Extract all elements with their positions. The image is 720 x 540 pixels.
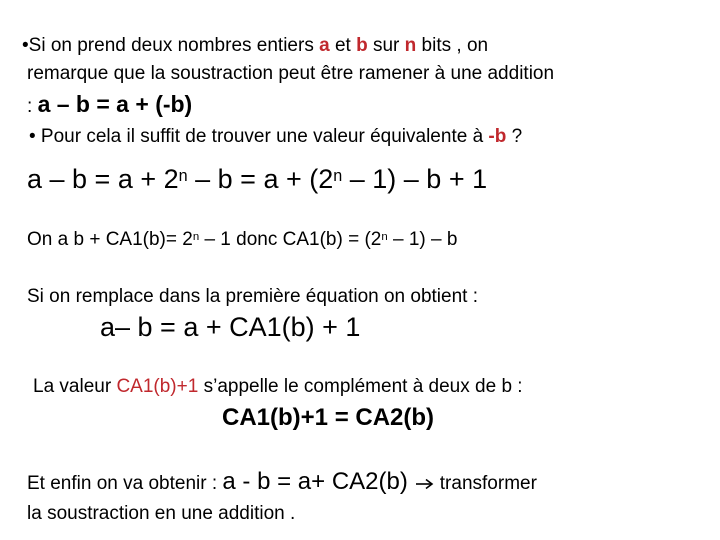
paragraph-4: La valeur CA1(b)+1 s’appelle le complément à deux de b : bbox=[33, 376, 523, 397]
formula-ca2: a - b = a+ CA2(b) bbox=[222, 468, 415, 495]
equation-4: CA1(b)+1 = CA2(b) bbox=[222, 404, 435, 431]
paragraph-2: • Pour cela il suffit de trouver une valeur équivalente à -b ? bbox=[29, 126, 523, 147]
equation-2: On a $b + CA1(b)= 2^n - 1$ donc $CA1(b) = (2^n - 1) - b$ bbox=[27, 229, 458, 250]
neg-b: -b bbox=[488, 126, 507, 147]
right-arrow-icon bbox=[415, 474, 435, 493]
var-n: n bbox=[404, 35, 417, 56]
formula-neg-b: a – b = a + (-b) bbox=[37, 91, 193, 117]
paragraph-5-line-2: la soustraction en une addition . bbox=[27, 503, 296, 524]
bullet: • bbox=[22, 35, 29, 56]
paragraph-5-line-1: Et enfin on va obtenir : a - b = a+ CA2(b) transformer bbox=[27, 468, 537, 495]
paragraph-1-line-2: remarque que la soustraction peut être ramener à une addition bbox=[27, 63, 555, 84]
var-b: b bbox=[356, 35, 368, 56]
paragraph-1-line-3: : a – b = a + (-b) bbox=[27, 91, 193, 117]
paragraph-1-line-1: •Si on prend deux nombres entiers a et b sur n bits , on bbox=[22, 35, 489, 56]
equation-1: $a - b = a + 2^n - b = a + (2^n - 1) - b + 1$ bbox=[27, 164, 488, 194]
paragraph-3: Si on remplace dans la première équation on obtient : bbox=[27, 286, 478, 307]
ca1-highlight: CA1(b)+1 bbox=[116, 376, 199, 397]
bullet: • bbox=[29, 126, 36, 147]
var-a: a bbox=[319, 35, 330, 56]
equation-3: a– b = a + CA1(b) + 1 bbox=[100, 312, 361, 342]
